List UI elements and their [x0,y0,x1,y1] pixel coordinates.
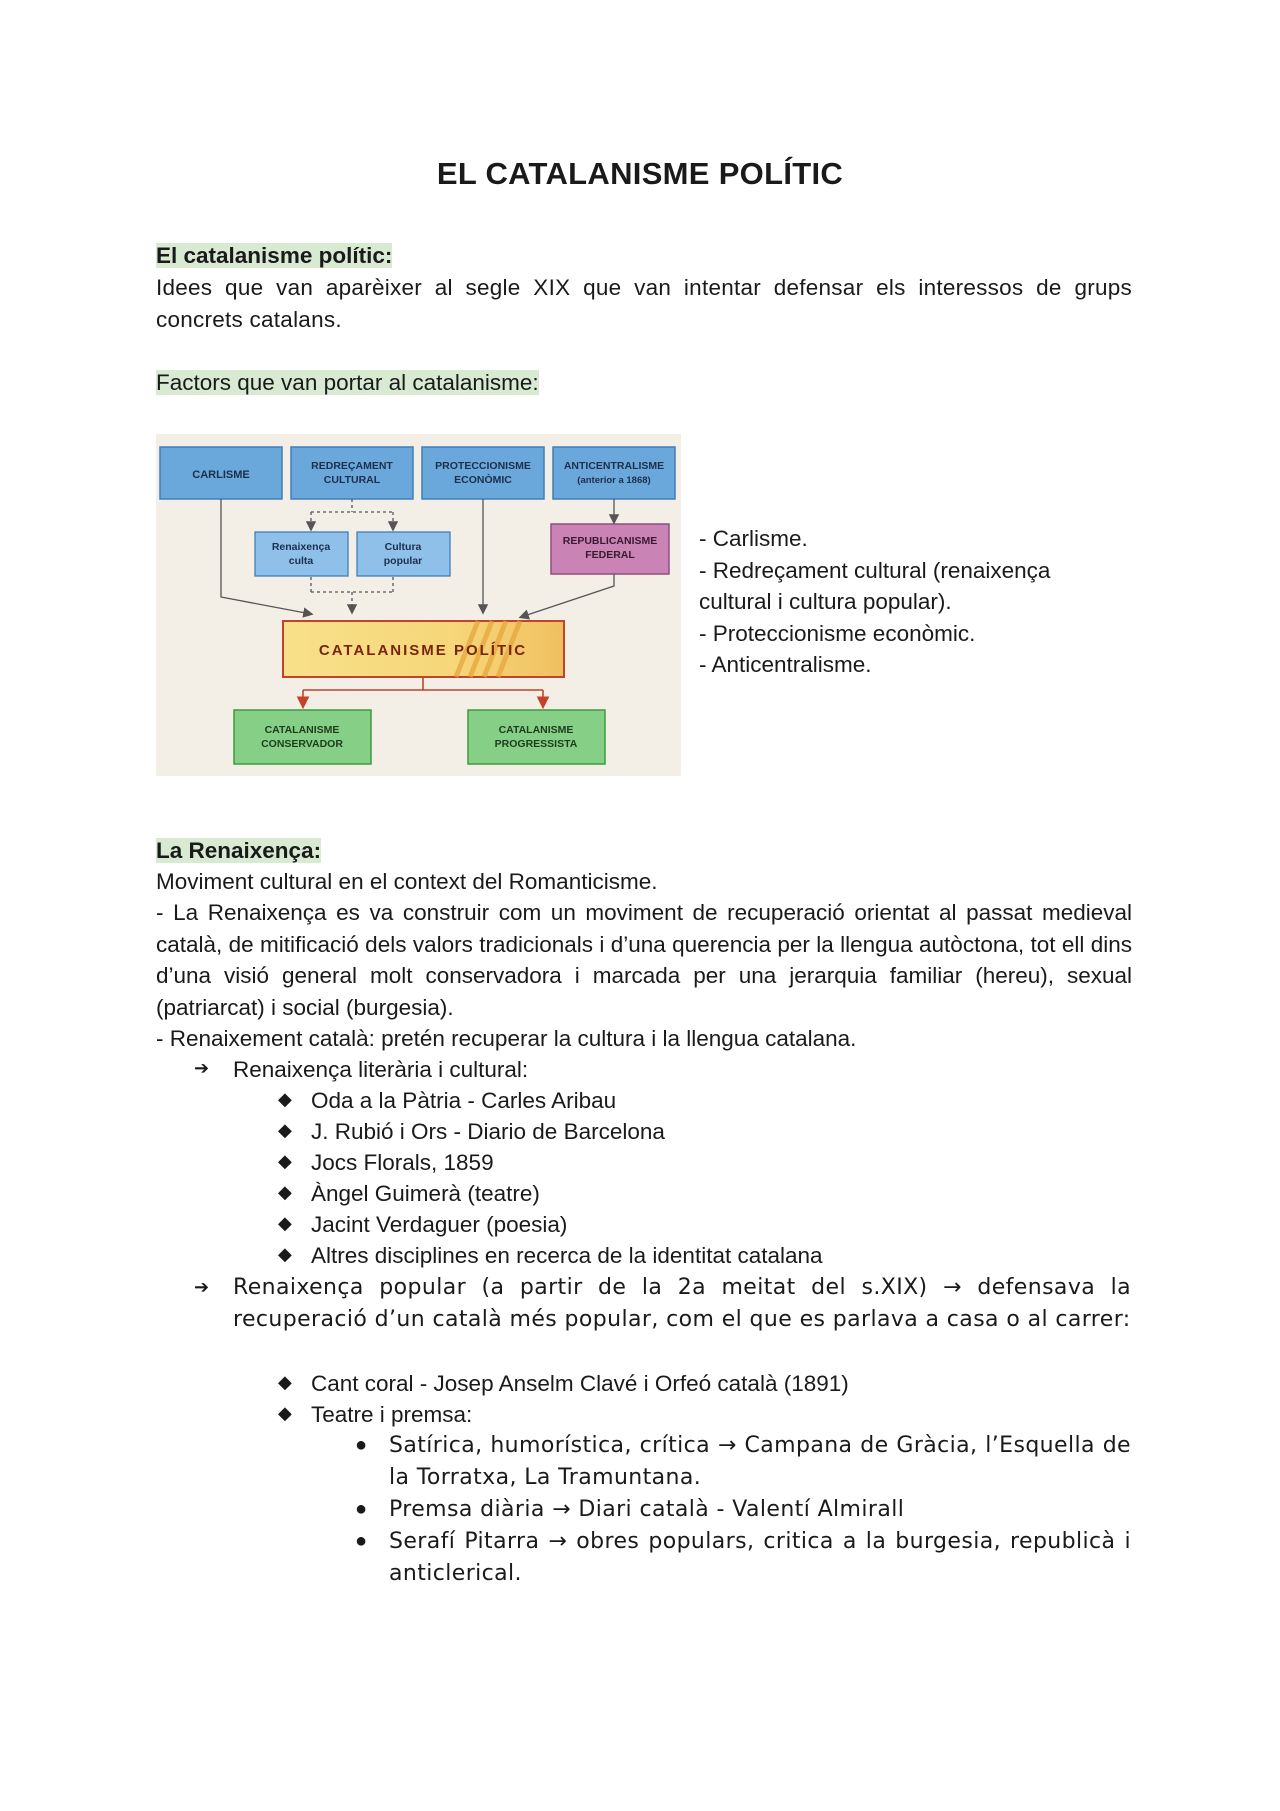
diamond-bullet-icon: ◆ [278,1213,292,1233]
box-conservador [234,710,371,764]
dot-bullet-icon: ● [355,1434,368,1456]
svg-text:Cultura: Cultura [384,541,422,553]
diamond-bullet-icon: ◆ [278,1403,292,1423]
svg-text:CARLISME: CARLISME [192,469,250,481]
list-item: cultural i cultura popular). [699,589,952,614]
box-renaixenca-culta [255,532,348,576]
arrow-bullet-icon: ➔ [194,1058,210,1078]
svg-text:REDREÇAMENT: REDREÇAMENT [311,460,393,472]
factors-list [699,523,1109,681]
list-item: Satírica, humorística, crítica → Campana de Gràcia, l’Esquella de la Torratxa, La Tramuntana. [389,1433,1131,1490]
arrow-item-literaria: Renaixença literària i cultural: [233,1057,529,1082]
diamond-bullet-icon: ◆ [278,1372,292,1392]
renaixenca-heading-row [156,835,1132,867]
arrow-bullet-icon: ➔ [194,1277,210,1297]
arrows-to-outcomes [303,677,543,706]
factors-heading-row [156,367,1132,399]
diamond-bullet-icon: ◆ [278,1182,292,1202]
list-item: - Carlisme. [699,526,808,551]
svg-text:CATALANISME: CATALANISME [498,724,574,736]
box-catalanisme-politic [283,621,564,677]
box-redrecament [291,447,413,499]
box-anticentralisme [553,447,675,499]
diamond-bullet-icon: ◆ [278,1120,292,1140]
list-item: Jocs Florals, 1859 [311,1150,494,1175]
list-item: Premsa diària → Diari català - Valentí Almirall [389,1497,905,1522]
renaixenca-paragraph: - La Renaixença es va construir com un moviment de recuperació orientat al passat medieval català, de mitificació dels valors tradicionals i d’una querencia per la llengua autòctona, tot ell dins d’una visió general molt conservadora i marcada per una jerarquia familiar (hereu), sexual (patriarcat) i social (burgesia). [156,900,1132,1020]
dot-bullet-icon: ● [355,1498,368,1520]
svg-text:CATALANISME POLÍTIC: CATALANISME POLÍTIC [318,642,528,659]
svg-text:ANTICENTRALISME: ANTICENTRALISME [563,460,665,472]
list-item: Oda a la Pàtria - Carles Aribau [311,1088,617,1113]
box-progressista [468,710,605,764]
list-item: Teatre i premsa: [311,1402,473,1427]
box-cultura-popular [357,532,450,576]
list-item: Jacint Verdaguer (poesia) [311,1212,568,1237]
list-item: Cant coral - Josep Anselm Clavé i Orfeó català (1891) [311,1371,849,1396]
svg-text:CONSERVADOR: CONSERVADOR [261,738,343,750]
dot-bullet-icon: ● [355,1530,368,1552]
section-text: Idees que van aparèixer al segle XIX que van intentar defensar els interessos de grups concrets catalans. [156,275,1132,332]
factors-heading: Factors que van portar al catalanisme: [156,370,539,395]
renaixenca-line2: - Renaixement català: pretén recuperar la cultura i la llengua catalana. [156,1026,857,1051]
diamond-bullet-icon: ◆ [278,1244,292,1264]
svg-text:FEDERAL: FEDERAL [585,549,635,561]
svg-text:CULTURAL: CULTURAL [323,474,381,486]
page-title: EL CATALANISME POLÍTIC [436,156,844,191]
svg-text:REPUBLICANISME: REPUBLICANISME [562,535,658,547]
svg-text:PROGRESSISTA: PROGRESSISTA [494,738,578,750]
list-item: - Proteccionisme econòmic. [699,620,976,646]
diamond-bullet-icon: ◆ [278,1151,292,1171]
svg-text:culta: culta [288,555,314,567]
box-republicanisme [551,524,669,574]
arrow-item-popular: Renaixença popular (a partir de la 2a meitat del s.XIX) → defensava la recuperació d’un català més popular, com el que es parlava a casa o al carrer: [233,1275,1131,1332]
factors-diagram [156,434,681,776]
svg-text:PROTECCIONISME: PROTECCIONISME [435,460,531,472]
svg-text:CATALANISME: CATALANISME [264,724,340,736]
list-item: - Anticentralisme. [699,652,872,677]
box-proteccionisme [422,447,544,499]
list-item: Àngel Guimerà (teatre) [311,1181,540,1206]
svg-text:popular: popular [383,555,423,567]
section-catalanisme [156,240,1132,272]
diamond-bullet-icon: ◆ [278,1089,292,1109]
box-carlisme [160,447,282,499]
list-item: - Redreçament cultural (renaixença [699,557,1051,583]
section-heading: El catalanisme polític: [156,243,393,268]
svg-text:ECONÒMIC: ECONÒMIC [454,474,512,486]
renaixenca-heading: La Renaixença: [156,838,322,863]
list-item: Serafí Pitarra → obres populars, critica a la burgesia, republicà i anticlerical. [389,1529,1131,1586]
list-item: J. Rubió i Ors - Diario de Barcelona [311,1119,665,1144]
svg-text:(anterior a 1868): (anterior a 1868) [577,475,651,486]
renaixenca-line1: Moviment cultural en el context del Romanticisme. [156,869,658,894]
svg-text:Renaixença: Renaixença [271,541,331,553]
list-item: Altres disciplines en recerca de la identitat catalana [311,1243,823,1268]
diagram-svg [156,434,681,776]
